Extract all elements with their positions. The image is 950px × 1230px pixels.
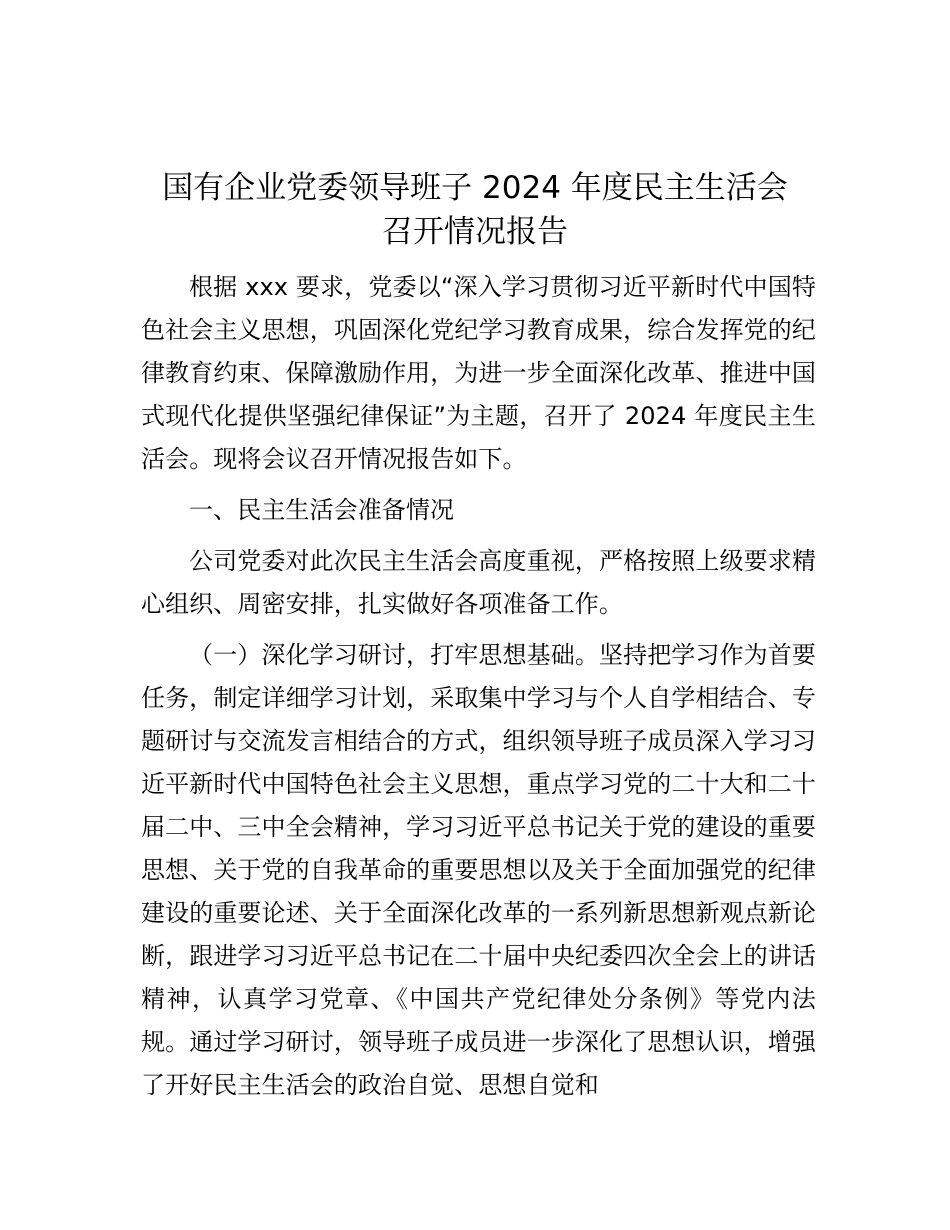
document-title-line-2: 召开情况报告 [382,214,568,250]
document-body [141,266,816,1107]
section-heading-preparation: 一、民主生活会准备情况 [189,496,455,524]
study-paragraph: （一）深化学习研讨，打牢思想基础。坚持把学习作为首要任务，制定详细学习计划，采取集中学习与个人自学相结合、专题研讨与交流发言相结合的方式，组织领导班子成员深入学习习近平新时代中国特色社会主义思想，重点学习党的二十大和二十届二中、三中全会精神，学习习近平总书记关于党的建设的重要思想、关于党的自我革命的重要思想以及关于全面加强党的纪律建设的重要论述、关于全面深化改革的一系列新思想新观点新论断，跟进学习习近平总书记在二十届中央纪委四次全会上的讲话精神，认真学习党章、《中国共产党纪律处分条例》等党内法规。通过学习研讨，领导班子成员进一步深化了思想认识，增强了开好民主生活会的政治自觉、思想自觉和 [141,641,816,1099]
preparation-paragraph: 公司党委对此次民主生活会高度重视，严格按照上级要求精心组织、周密安排，扎实做好各项准备工作。 [141,547,816,618]
document-title-line-1: 国有企业党委领导班子 2024 年度民主生活会 [162,170,788,206]
intro-paragraph: 根据 xxx 要求，党委以“深入学习贯彻习近平新时代中国特色社会主义思想，巩固深化党纪学习教育成果，综合发挥党的纪律教育约束、保障激励作用，为进一步全面深化改革、推进中国式现代化提供坚强纪律保证”为主题，召开了 2024 年度民主生活会。现将会议召开情况报告如下。 [141,273,816,473]
